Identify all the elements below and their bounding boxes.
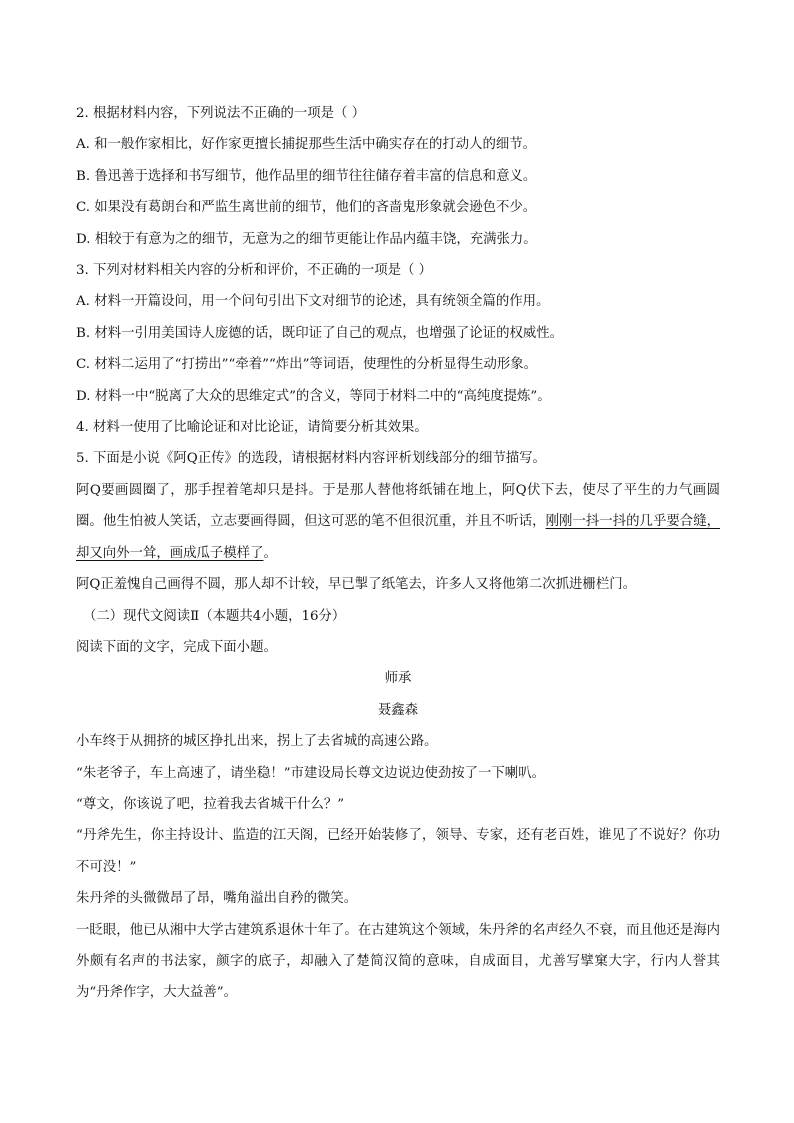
story-paragraph: “尊文，你该说了吧，拉着我去省城干什么？” xyxy=(76,796,345,812)
excerpt-text: 阿Q要画圆圈了，那手捏着笔却只是抖。于是那人替他将纸铺在地上，阿Q伏下去，使尽了平生的力气画圆圈。他生怕被人笑话，立志要画得圆，但这可恶的笔不但很沉重，并且不听话， xyxy=(76,482,720,530)
question-5-stem: 5. 下面是小说《阿Q正传》的选段，请根据材料内容评析划线部分的细节描写。 xyxy=(76,451,546,467)
excerpt-end-punct: 。 xyxy=(263,545,277,561)
story-paragraph: “朱老爷子，车上高速了，请坐稳！”市建设局长尊文边说边使劲按了一下喇叭。 xyxy=(76,765,545,781)
excerpt-paragraph-2: 阿Q正羞愧自己画得不圆，那人却不计较，早已掣了纸笔去，许多人又将他第二次抓进栅栏门。 xyxy=(76,577,636,593)
question-2-option-a: A. 和一般作家相比，好作家更擅长捕捉那些生活中确实存在的打动人的细节。 xyxy=(76,137,537,153)
question-3-option-b: B. 材料一引用美国诗人庞德的话，既印证了自己的观点，也增强了论证的权威性。 xyxy=(76,325,564,341)
question-3-option-c: C. 材料二运用了“打捞出”“牵着”“炸出”等词语，使理性的分析显得生动形象。 xyxy=(76,357,538,373)
section-heading: （二）现代文阅读Ⅱ（本题共4小题，16分） xyxy=(83,608,346,624)
question-2-stem: 2. 根据材料内容，下列说法不正确的一项是（ ） xyxy=(76,106,366,121)
question-2-option-c: C. 如果没有葛朗台和严监生离世前的细节，他们的吝啬鬼形象就会逊色不少。 xyxy=(76,200,537,216)
story-paragraph: 一眨眼，他已从湘中大学古建筑系退休十年了。在古建筑这个领域，朱丹斧的名声经久不衰，而且他还是海内外颇有名声的书法家，颜字的底子，却融入了楚简汉简的意味，自成面目，尤善写擘窠大字，行内人誉其为“丹斧作字，大大益善”。 xyxy=(76,922,720,1001)
story-author: 聂鑫森 xyxy=(377,702,419,718)
question-2-option-b: B. 鲁迅善于选择和书写细节，他作品里的细节往往储存着丰富的信息和意义。 xyxy=(76,168,537,184)
question-3-option-d: D. 材料一中“脱离了大众的思维定式”的含义，等同于材料二中的“高纯度提炼”。 xyxy=(76,388,551,404)
section-instruction: 阅读下面的文字，完成下面小题。 xyxy=(76,639,277,655)
question-4-stem: 4. 材料一使用了比喻论证和对比论证，请简要分析其效果。 xyxy=(76,420,428,436)
story-paragraph: “丹斧先生，你主持设计、监造的江天阁，已经开始装修了，领导、专家，还有老百姓，谁见了不说好？你功不可没！” xyxy=(76,828,720,875)
underlined-detail: 刚刚一抖一抖的几乎要合缝，却又向外一耸，画成瓜子模样了 xyxy=(76,514,721,561)
story-paragraph: 小车终于从拥挤的城区挣扎出来，拐上了去省城的高速公路。 xyxy=(76,734,438,750)
question-3-option-a: A. 材料一开篇设问，用一个问句引出下文对细节的论述，具有统领全篇的作用。 xyxy=(76,294,550,310)
story-title: 师承 xyxy=(384,671,412,687)
excerpt-paragraph-1 xyxy=(76,475,720,569)
question-2-option-d: D. 相较于有意为之的细节，无意为之的细节更能让作品内蕴丰饶，充满张力。 xyxy=(76,231,537,247)
story-paragraph: 朱丹斧的头微微昂了昂，嘴角溢出自矜的微笑。 xyxy=(76,891,358,907)
question-3-stem: 3. 下列对材料相关内容的分析和评价，不正确的一项是（ ） xyxy=(76,263,433,279)
